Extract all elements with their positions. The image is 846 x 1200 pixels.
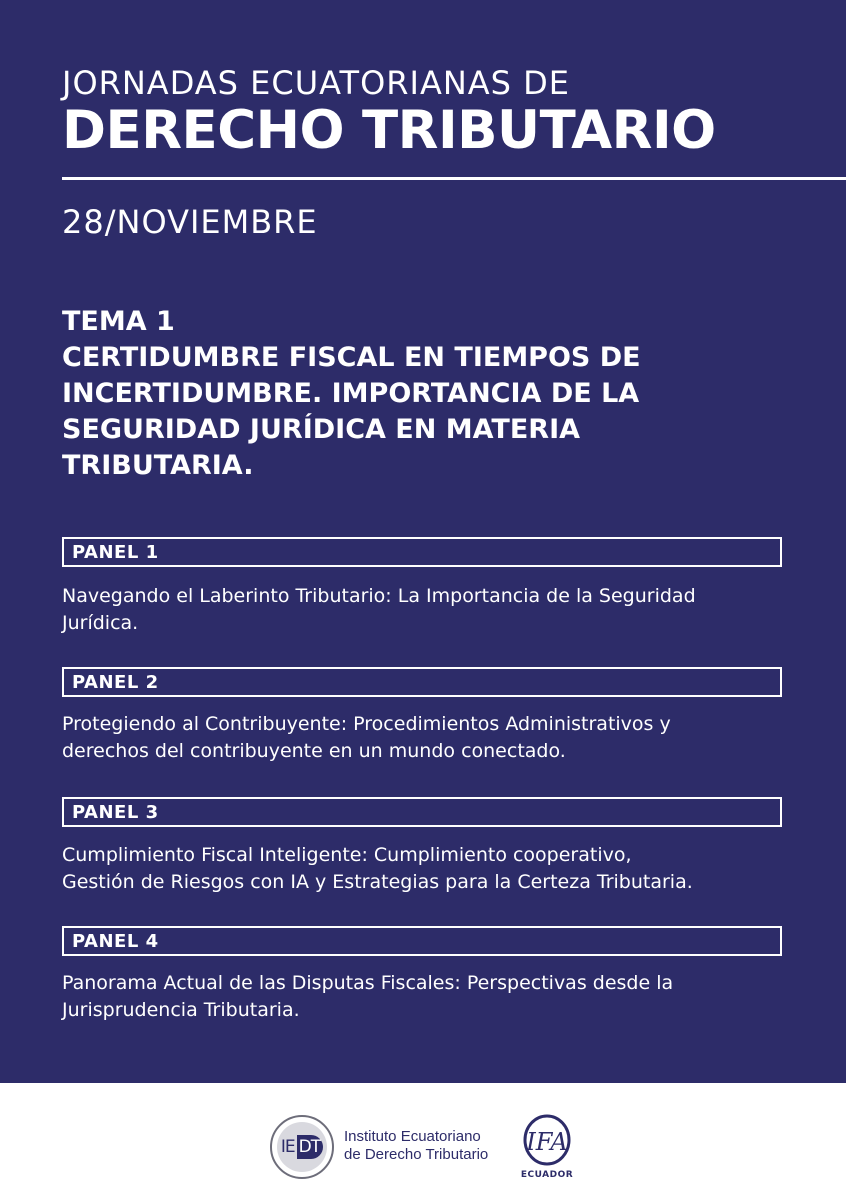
event-title-line2: DERECHO TRIBUTARIO: [62, 100, 716, 161]
iedt-logo-mark: [277, 1122, 327, 1172]
panel-3-description: [62, 842, 802, 896]
panel-2-label: PANEL 2: [72, 672, 159, 693]
tema-heading: [62, 304, 782, 484]
iedt-logo-ie: IE: [280, 1137, 295, 1157]
panel-1-label-box: [62, 537, 782, 567]
institute-name-line: de Derecho Tributario: [344, 1146, 489, 1163]
panel-4-desc-line: Panorama Actual de las Disputas Fiscales: Perspectivas desde la: [62, 972, 674, 994]
tema-line: SEGURIDAD JURÍDICA EN MATERIA: [62, 414, 581, 445]
panel-1-desc-line: Jurídica.: [62, 612, 139, 634]
panel-2-desc-line: Protegiendo al Contribuyente: Procedimientos Administrativos y: [62, 713, 671, 735]
panel-2-desc-line: derechos del contribuyente en un mundo conectado.: [62, 740, 566, 762]
institute-name: [344, 1128, 488, 1164]
panel-3-label: PANEL 3: [72, 802, 159, 823]
institute-name-line: Instituto Ecuatoriano: [344, 1128, 481, 1145]
panel-1-desc-line: Navegando el Laberinto Tributario: La Importancia de la Seguridad: [62, 585, 696, 607]
tema-line: CERTIDUMBRE FISCAL EN TIEMPOS DE: [62, 342, 641, 373]
panel-1-description: [62, 583, 802, 637]
ifa-country-label: ECUADOR: [520, 1170, 574, 1180]
panel-4-label: PANEL 4: [72, 931, 159, 952]
tema-line: INCERTIDUMBRE. IMPORTANCIA DE LA: [62, 378, 640, 409]
tema-line: TRIBUTARIA.: [62, 450, 254, 481]
panel-3-label-box: [62, 797, 782, 827]
ifa-logo-text: IFA: [526, 1128, 568, 1156]
panel-4-description: [62, 970, 802, 1024]
panel-4-desc-line: Jurisprudencia Tributaria.: [62, 999, 300, 1021]
panel-3-desc-line: Cumplimiento Fiscal Inteligente: Cumplimiento cooperativo,: [62, 844, 632, 866]
panel-4-label-box: [62, 926, 782, 956]
panel-1-label: PANEL 1: [72, 542, 159, 563]
event-date: 28/NOVIEMBRE: [62, 203, 318, 241]
iedt-logo: [270, 1115, 334, 1179]
panel-3-desc-line: Gestión de Riesgos con IA y Estrategias para la Certeza Tributaria.: [62, 871, 693, 893]
panel-2-label-box: [62, 667, 782, 697]
event-title-line1: JORNADAS ECUATORIANAS DE: [62, 64, 570, 102]
panel-2-description: [62, 711, 802, 765]
tema-line: TEMA 1: [62, 306, 175, 337]
title-divider: [62, 177, 846, 180]
iedt-logo-dt: DT: [297, 1135, 323, 1159]
